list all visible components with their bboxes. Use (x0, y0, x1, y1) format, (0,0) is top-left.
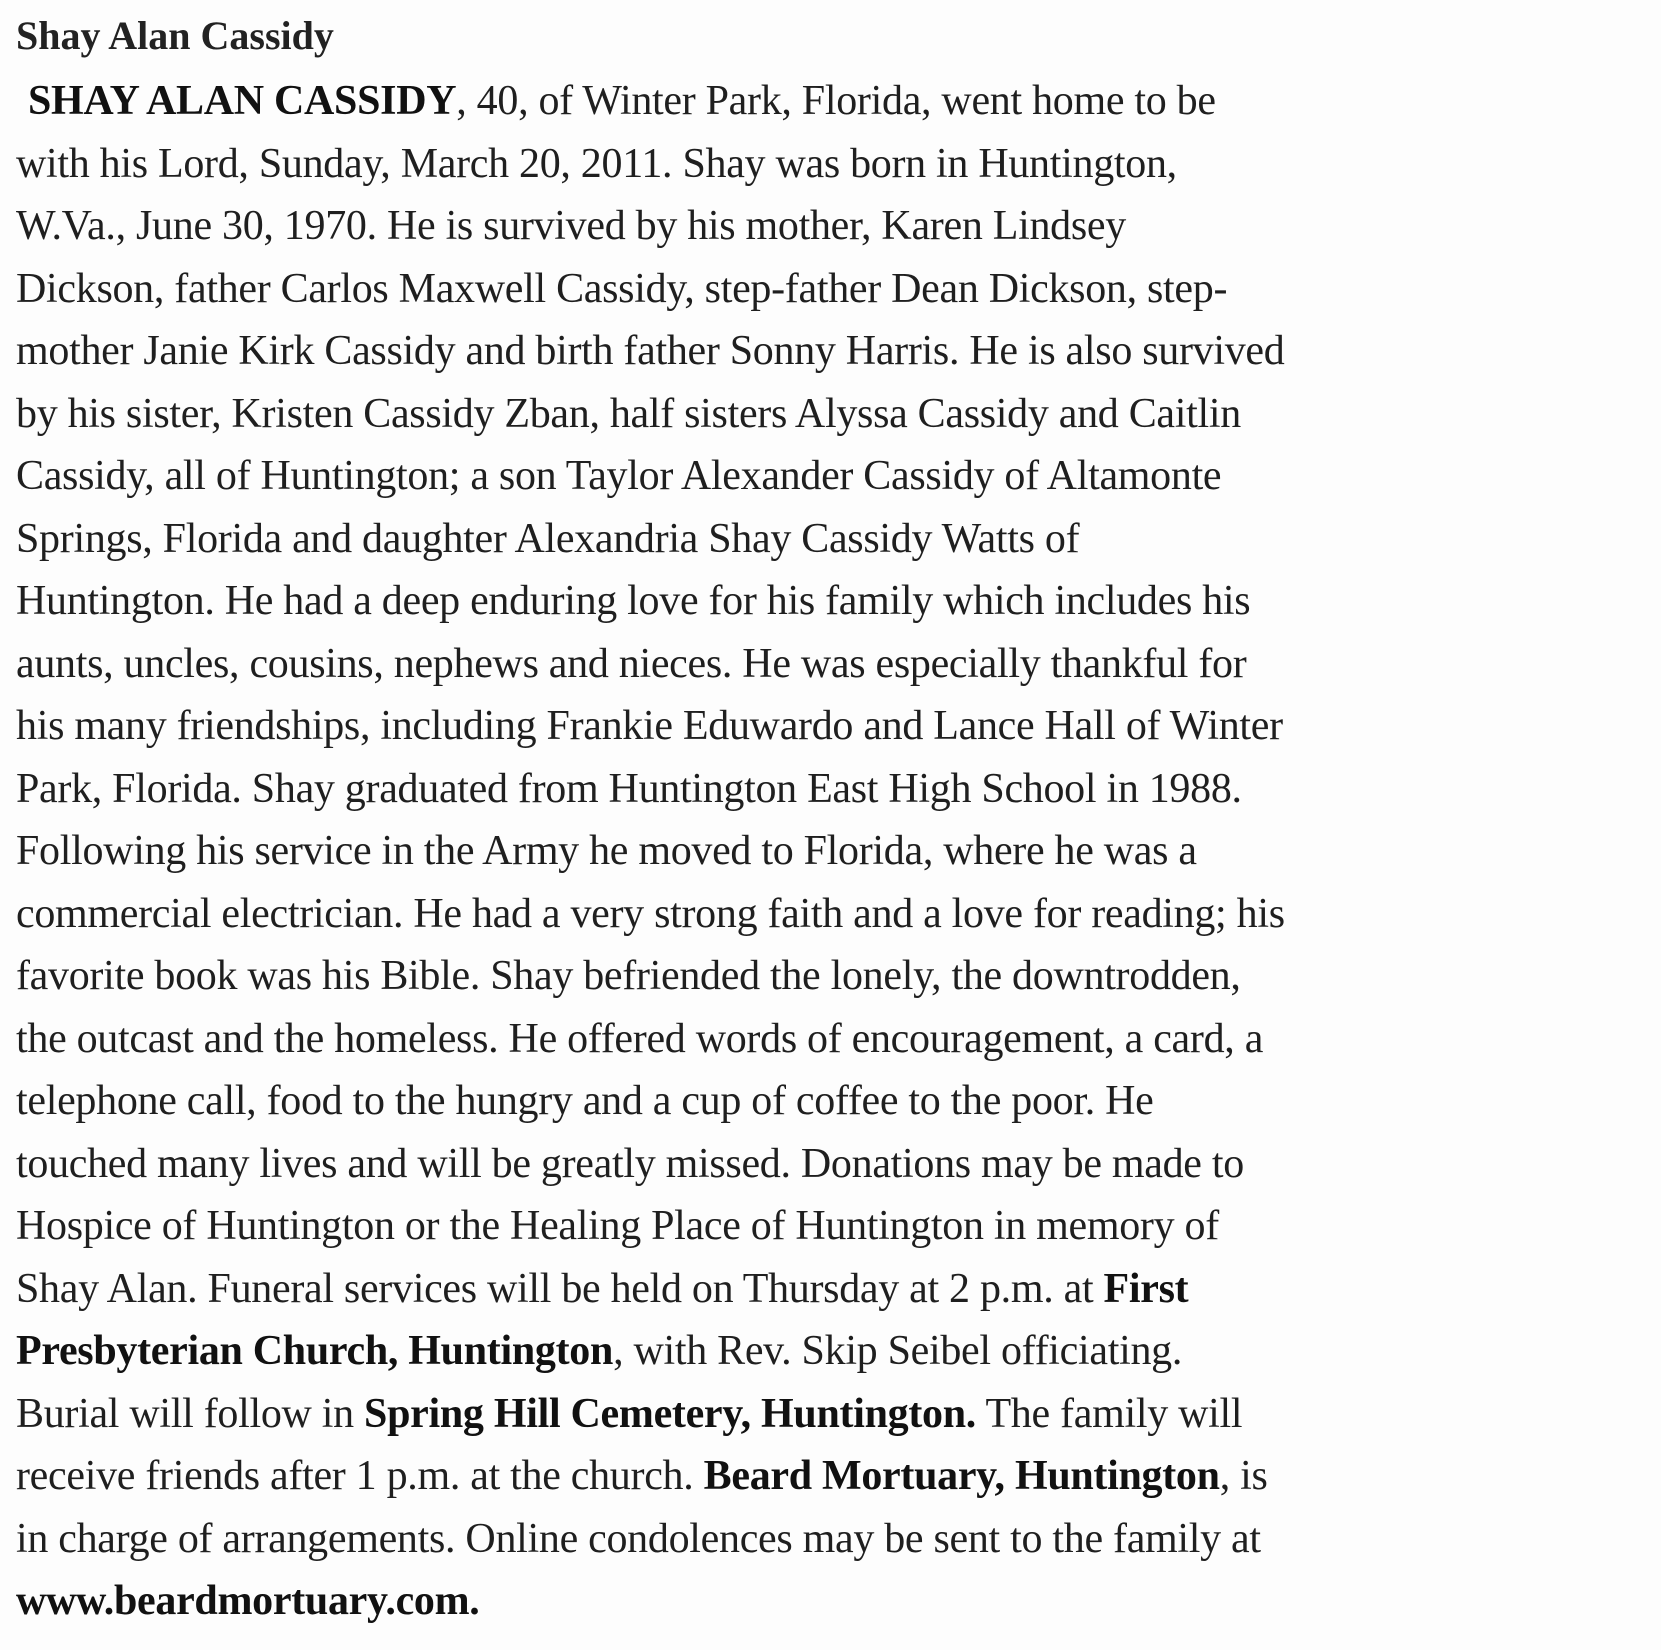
text-run: , 40, of Winter Park, Florida, went home to be (456, 78, 1216, 124)
text-run: his many friendships, including Frankie Eduwardo and Lance Hall of Winter (16, 703, 1283, 749)
text-line (16, 695, 1656, 758)
text-line (16, 1133, 1656, 1196)
text-run: , with Rev. Skip Seibel officiating. (613, 1328, 1183, 1374)
text-line (16, 258, 1656, 321)
text-line (16, 133, 1656, 196)
text-line (16, 383, 1656, 446)
text-run: telephone call, food to the hungry and a cup of coffee to the poor. He (16, 1078, 1154, 1124)
text-run: favorite book was his Bible. Shay befriended the lonely, the downtrodden, (16, 953, 1241, 999)
bold-text: Beard Mortuary, Huntington (703, 1453, 1220, 1499)
text-line (16, 883, 1656, 946)
text-line (16, 1008, 1656, 1071)
text-run: commercial electrician. He had a very strong faith and a love for reading; his (16, 890, 1285, 937)
text-run: , is (1219, 1453, 1268, 1499)
text-run: W.Va., June 30, 1970. He is survived by his mother, Karen Lindsey (16, 203, 1126, 249)
text-line (16, 445, 1656, 508)
bold-text: First (1103, 1265, 1189, 1312)
obituary-body (16, 70, 1656, 1633)
bold-text: www.beardmortuary.com. (16, 1578, 480, 1624)
text-line (16, 1570, 1656, 1633)
text-line (16, 1070, 1656, 1133)
text-line (16, 820, 1656, 883)
obituary-headline: Shay Alan Cassidy (16, 13, 334, 58)
text-line (16, 1320, 1656, 1383)
bold-text: Presbyterian Church, Huntington (16, 1328, 614, 1374)
text-run: receive friends after 1 p.m. at the church. (16, 1453, 704, 1499)
text-line (16, 508, 1656, 571)
text-run: Park, Florida. Shay graduated from Huntington East High School in 1988. (16, 765, 1242, 812)
text-line (16, 1383, 1656, 1446)
text-run: touched many lives and will be greatly missed. Donations may be made to (16, 1140, 1244, 1187)
text-run: Springs, Florida and daughter Alexandria Shay Cassidy Watts of (16, 515, 1080, 562)
bold-text: SHAY ALAN CASSIDY (28, 78, 457, 124)
text-line (16, 1445, 1656, 1508)
text-run: in charge of arrangements. Online condolences may be sent to the family at (16, 1515, 1261, 1562)
text-line (16, 1258, 1656, 1321)
text-line (16, 945, 1656, 1008)
text-run: Huntington. He had a deep enduring love for his family which includes his (16, 578, 1251, 624)
bold-text: Spring Hill Cemetery, Huntington. (364, 1390, 977, 1437)
text-line (16, 570, 1656, 633)
text-run: aunts, uncles, cousins, nephews and nieces. He was especially thankful for (16, 640, 1247, 687)
text-run: Following his service in the Army he moved to Florida, where he was a (16, 828, 1197, 874)
text-run: with his Lord, Sunday, March 20, 2011. Shay was born in Huntington, (16, 140, 1177, 187)
text-run: Cassidy, all of Huntington; a son Taylor Alexander Cassidy of Altamonte (16, 453, 1222, 499)
text-line (16, 195, 1656, 258)
text-run: Burial will follow in (16, 1390, 365, 1437)
text-run: by his sister, Kristen Cassidy Zban, half sisters Alyssa Cassidy and Caitlin (16, 390, 1241, 437)
text-line (16, 320, 1656, 383)
text-line (16, 1195, 1656, 1258)
text-line (16, 70, 1656, 133)
text-line (16, 758, 1656, 821)
text-run: mother Janie Kirk Cassidy and birth father Sonny Harris. He is also survived (16, 328, 1285, 374)
text-run: Hospice of Huntington or the Healing Place of Huntington in memory of (16, 1203, 1219, 1249)
text-run: The family will (976, 1390, 1243, 1437)
text-line (16, 633, 1656, 696)
text-run: Shay Alan. Funeral services will be held on Thursday at 2 p.m. at (16, 1265, 1104, 1312)
text-line (16, 1508, 1656, 1571)
text-run: the outcast and the homeless. He offered words of encouragement, a card, a (16, 1015, 1264, 1062)
text-run: Dickson, father Carlos Maxwell Cassidy, step-father Dean Dickson, step- (16, 265, 1228, 312)
